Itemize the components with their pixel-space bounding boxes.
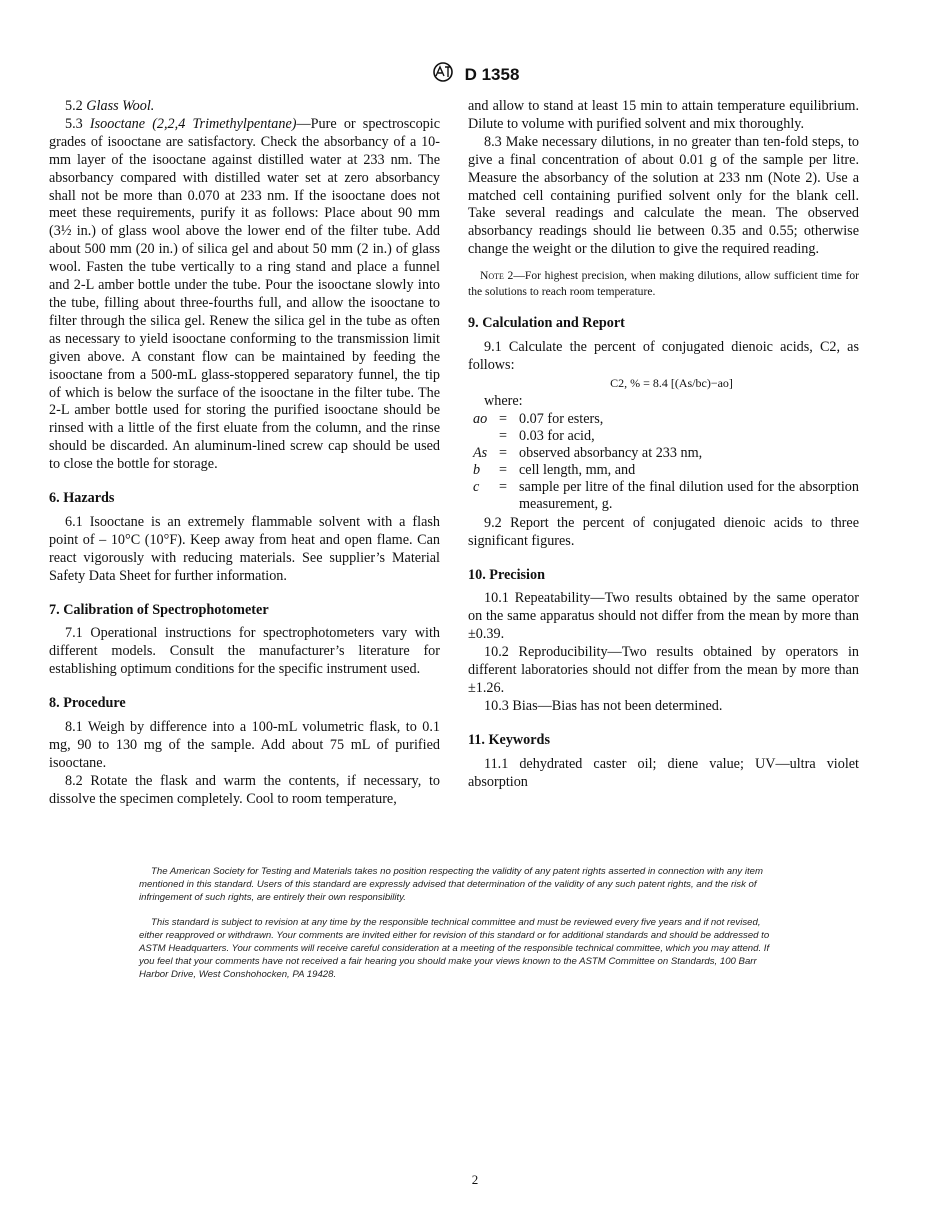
definition-text: cell length, mm, and bbox=[519, 461, 636, 478]
note-2: Note 2—For highest precision, when making dilutions, allow sufficient time for the solutions to reach room temperature. bbox=[468, 269, 859, 298]
astm-logo-icon bbox=[431, 62, 455, 87]
standard-designation: D 1358 bbox=[464, 64, 520, 84]
section-6-1: 6.1 Isooctane is an extremely flammable solvent with a flash point of – 10°C (10°F). Keep away from heat and open flame. Can react vigorously with reducing materials. See supplier’s Material Safety Data Sheet for further information. bbox=[49, 513, 440, 584]
definition-equals: = bbox=[499, 444, 508, 461]
definition-row bbox=[468, 479, 859, 513]
section-10-3: 10.3 Bias—Bias has not been determined. bbox=[484, 697, 723, 714]
left-column bbox=[49, 98, 440, 809]
definition-text: 0.07 for esters, bbox=[519, 410, 604, 427]
right-column bbox=[468, 98, 859, 791]
footnotes bbox=[139, 866, 771, 994]
heading-hazards: 6. Hazards bbox=[49, 490, 115, 507]
heading-calculation: 9. Calculation and Report bbox=[468, 315, 625, 332]
section-8-3: 8.3 Make necessary dilutions, in no greater than ten-fold steps, to give a final concentration of about 0.01 g of the sample per litre. Measure the absorbancy of the solution at 233 nm (Note 2). Use a matched cell containing purified solvent only for the blank cell. Take several readings and calculate the mean. The observed absorbancy readings should lie between 0.35 and 0.55; otherwise change the weight or the dilution to give the required reading. bbox=[468, 133, 859, 258]
variable-definitions bbox=[468, 411, 859, 513]
definition-symbol: As bbox=[473, 444, 488, 461]
section-9-2: 9.2 Report the percent of conjugated dienoic acids to three significant figures. bbox=[468, 514, 859, 549]
definition-row bbox=[468, 428, 859, 445]
section-10-2: 10.2 Reproducibility—Two results obtained by operators in different laboratories should not differ from the mean by more than ±1.26. bbox=[468, 644, 859, 696]
footnote-revision: This standard is subject to revision at any time by the responsible technical committee and must be reviewed every five years and if not revised, either reapproved or withdrawn. Your comments are invited either for revision of this standard or for additional standards and should be addressed to ASTM Headquarters. Your comments will receive careful consideration at a meeting of the responsible technical committee, which you may attend. If you feel that your comments have not received a fair hearing you should make your views known to the ASTM Committee on Standards, 100 Barr Harbor Drive, West Conshohocken, PA 19428. bbox=[139, 917, 770, 980]
section-5-2: 5.2 Glass Wool. bbox=[65, 98, 155, 114]
definition-symbol: ao bbox=[473, 410, 488, 427]
definition-equals: = bbox=[499, 461, 508, 478]
formula: C2, % = 8.4 [(As/bc)−ao] bbox=[610, 375, 733, 390]
definition-symbol bbox=[468, 428, 499, 445]
definition-equals: = bbox=[499, 427, 508, 444]
definition-row bbox=[468, 462, 859, 479]
heading-procedure: 8. Procedure bbox=[49, 695, 126, 712]
section-10-1: 10.1 Repeatability—Two results obtained by the same operator on the same apparatus should not differ from the mean by more than ±0.39. bbox=[468, 590, 859, 643]
definition-equals: = bbox=[499, 478, 508, 495]
definition-text: sample per litre of the final dilution used for the absorption measurement, g. bbox=[519, 478, 859, 512]
footnote-patent: The American Society for Testing and Materials takes no position respecting the validity of any patent rights asserted in connection with any item mentioned in this standard. Users of this standard are expressly advised that determination of the validity of any such patent rights, and the risk of infringement of such rights, are entirely their own responsibility. bbox=[139, 866, 764, 903]
definition-row bbox=[468, 445, 859, 462]
section-9-1: 9.1 Calculate the percent of conjugated dienoic acids, C2, as follows: bbox=[468, 339, 859, 373]
section-11-1: 11.1 dehydrated caster oil; diene value; UV—ultra violet absorption bbox=[468, 755, 859, 790]
definition-row bbox=[468, 411, 859, 428]
section-5-3: 5.3 Isooctane (2,2,4 Trimethylpentane)—Pure or spectroscopic grades of isooctane are satisfactory. Check the absorbancy of a 10-mm layer of the isooctane against distilled water at 233 nm. The absorbancy compared with distilled water set at zero absorbancy shall not be more than 0.070 at 233 nm. If the isooctane does not meet these requirements, purify it as follows: Place about 90 mm (3½ in.) of glass wool above the lower end of the filter tube. Add about 500 mm (20 in.) of silica gel and about 50 mm (2 in.) of glass wool. Fasten the tube vertically to a ring stand and place a funnel and 2-L amber bottle under the tube. Pour the isooctane slowly into the tube, filling about three-fourths full, and allow the isooctane to filter through the silica gel. Renew the silica gel in the tube as often as necessary to yield isooctane conforming to the transmission limit given above. A constant flow can be maintained by feeding the isooctane from a 500-mL glass-stoppered separatory funnel, the tip of which is below the surface of the isooctane in the filter tube. The 2-L amber bottle used for storing the purified isooctane should be rinsed with a little of the first eluate from the column, and the rinse should be discarded. An aluminum-lined screw cap should be used to close the bottle for storage. bbox=[49, 115, 441, 473]
definition-equals: = bbox=[499, 410, 508, 427]
section-8-1: 8.1 Weigh by difference into a 100-mL volumetric flask, to 0.1 mg, 90 to 130 mg of the sample. Add about 75 mL of purified isooctane. bbox=[49, 719, 440, 771]
heading-keywords: 11. Keywords bbox=[468, 731, 550, 748]
where-label: where: bbox=[484, 392, 523, 409]
section-8-2-continued: and allow to stand at least 15 min to attain temperature equilibrium. Dilute to volume with purified solvent and mix thoroughly. bbox=[468, 98, 859, 132]
definition-text: observed absorbancy at 233 nm, bbox=[519, 444, 703, 461]
definition-symbol: c bbox=[473, 478, 480, 495]
definition-symbol: b bbox=[473, 461, 481, 478]
page-number: 2 bbox=[471, 1172, 479, 1187]
section-8-2-start: 8.2 Rotate the flask and warm the contents, if necessary, to dissolve the specimen completely. Cool to room temperature, bbox=[49, 772, 440, 807]
section-7-1: 7.1 Operational instructions for spectrophotometers vary with different models. Consult the manufacturer’s literature for establishing optimum conditions for the specific instrument used. bbox=[49, 625, 440, 678]
page-header bbox=[0, 62, 950, 87]
heading-calibration: 7. Calibration of Spectrophotometer bbox=[49, 601, 269, 618]
heading-precision: 10. Precision bbox=[468, 566, 545, 583]
definition-text: 0.03 for acid, bbox=[519, 427, 595, 444]
